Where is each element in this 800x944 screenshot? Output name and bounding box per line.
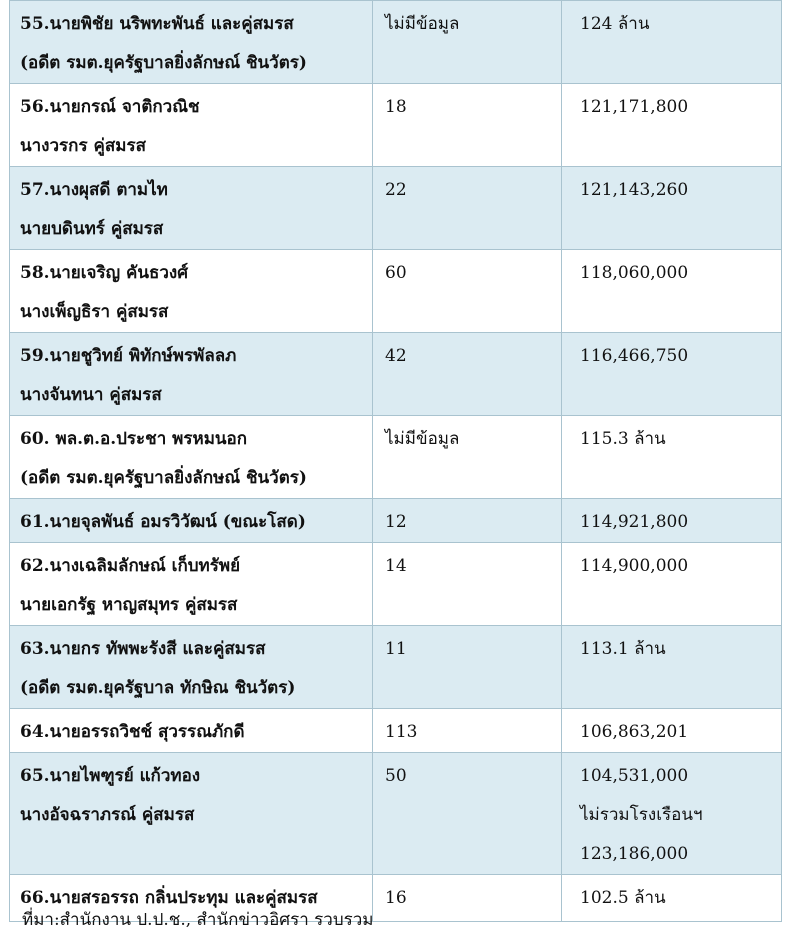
cell-value <box>562 84 782 167</box>
cell-count <box>373 1 562 84</box>
source-note: ที่มา:สำนักงาน ป.ป.ช., สำนักข่าวอิศรา รวบรวม <box>22 910 374 930</box>
cell-value-line: 115.3 ล้าน <box>580 429 666 449</box>
asset-table-body <box>10 1 782 922</box>
cell-count-line: 50 <box>385 766 407 786</box>
cell-value <box>562 1 782 84</box>
cell-value-line: ไม่รวมโรงเรือนฯ <box>580 805 703 825</box>
cell-count <box>373 416 562 499</box>
cell-name <box>10 84 373 167</box>
cell-value <box>562 250 782 333</box>
table-row <box>10 250 782 333</box>
table-row <box>10 499 782 543</box>
cell-name-line: 60. พล.ต.อ.ประชา พรหมนอก <box>20 429 248 449</box>
cell-name-line: (อดีต รมต.ยุครัฐบาล ทักษิณ ชินวัตร) <box>20 678 296 698</box>
cell-value-line: 121,143,260 <box>580 180 689 200</box>
cell-count-line: 42 <box>385 346 407 366</box>
cell-name <box>10 416 373 499</box>
cell-count <box>373 753 562 875</box>
table-row <box>10 167 782 250</box>
cell-value <box>562 709 782 753</box>
table-row <box>10 416 782 499</box>
cell-value-line: 104,531,000 <box>580 766 689 786</box>
cell-name-line: 56.นายกรณ์ จาติกวณิช <box>20 97 200 117</box>
cell-name-line: นายเอกรัฐ หาญสมุทร คู่สมรส <box>20 595 238 615</box>
cell-count <box>373 875 562 922</box>
cell-count-line: ไม่มีข้อมูล <box>385 14 460 34</box>
table-row <box>10 753 782 875</box>
cell-name-line: นายบดินทร์ คู่สมรส <box>20 219 164 239</box>
cell-value <box>562 499 782 543</box>
cell-name-line: 59.นายชูวิทย์ พิทักษ์พรพัลลภ <box>20 346 237 366</box>
cell-name-line: 64.นายอรรถวิชช์ สุวรรณภักดี <box>20 722 245 742</box>
cell-value-line: 124 ล้าน <box>580 14 650 34</box>
cell-value-line: 114,900,000 <box>580 556 689 576</box>
cell-name <box>10 1 373 84</box>
cell-value <box>562 753 782 875</box>
cell-name <box>10 626 373 709</box>
cell-name-line: นางอัจฉราภรณ์ คู่สมรส <box>20 805 195 825</box>
cell-value-line: 121,171,800 <box>580 97 689 117</box>
cell-value <box>562 416 782 499</box>
cell-count <box>373 709 562 753</box>
cell-value-line: 102.5 ล้าน <box>580 888 666 908</box>
cell-value <box>562 167 782 250</box>
cell-name-line: 66.นายสรอรรถ กลิ่นประทุม และคู่สมรส <box>20 888 318 908</box>
cell-name-line: 65.นายไพฑูรย์ แก้วทอง <box>20 766 201 786</box>
cell-name-line: นางเพ็ญธิรา คู่สมรส <box>20 302 169 322</box>
cell-name-line: นางจันทนา คู่สมรส <box>20 385 162 405</box>
cell-name-line: (อดีต รมต.ยุครัฐบาลยิ่งลักษณ์ ชินวัตร) <box>20 53 307 73</box>
table-row <box>10 1 782 84</box>
cell-name-line: 63.นายกร ทัพพะรังสี และคู่สมรส <box>20 639 266 659</box>
cell-value <box>562 626 782 709</box>
cell-count <box>373 250 562 333</box>
cell-count <box>373 543 562 626</box>
cell-name-line: นางวรกร คู่สมรส <box>20 136 146 156</box>
cell-count-line: ไม่มีข้อมูล <box>385 429 460 449</box>
cell-count-line: 12 <box>385 512 407 532</box>
cell-count <box>373 626 562 709</box>
asset-table-container <box>9 0 781 922</box>
cell-count <box>373 84 562 167</box>
table-row <box>10 709 782 753</box>
cell-name <box>10 167 373 250</box>
cell-count-line: 11 <box>385 639 407 659</box>
table-row <box>10 626 782 709</box>
cell-name <box>10 250 373 333</box>
cell-count-line: 18 <box>385 97 407 117</box>
cell-name-line: 57.นางผุสดี ตามไท <box>20 180 168 200</box>
cell-count-line: 16 <box>385 888 407 908</box>
table-row <box>10 84 782 167</box>
cell-value-line: 113.1 ล้าน <box>580 639 666 659</box>
cell-count <box>373 499 562 543</box>
cell-value-line: 118,060,000 <box>580 263 689 283</box>
cell-count-line: 14 <box>385 556 407 576</box>
cell-value <box>562 333 782 416</box>
cell-count <box>373 333 562 416</box>
cell-count-line: 113 <box>385 722 418 742</box>
table-row <box>10 543 782 626</box>
cell-name-line: (อดีต รมต.ยุครัฐบาลยิ่งลักษณ์ ชินวัตร) <box>20 468 307 488</box>
cell-name <box>10 499 373 543</box>
cell-name <box>10 333 373 416</box>
cell-name-line: 55.นายพิชัย นริพทะพันธ์ และคู่สมรส <box>20 14 294 34</box>
cell-count <box>373 167 562 250</box>
cell-count-line: 22 <box>385 180 407 200</box>
cell-count-line: 60 <box>385 263 407 283</box>
asset-table <box>9 0 782 922</box>
cell-name-line: 62.นางเฉลิมลักษณ์ เก็บทรัพย์ <box>20 556 241 576</box>
cell-value <box>562 543 782 626</box>
cell-name <box>10 543 373 626</box>
cell-value-line: 116,466,750 <box>580 346 689 366</box>
cell-name-line: 61.นายจุลพันธ์ อมรวิวัฒน์ (ขณะโสด) <box>20 512 306 532</box>
cell-value-line: 114,921,800 <box>580 512 689 532</box>
cell-name <box>10 709 373 753</box>
cell-value <box>562 875 782 922</box>
cell-value-line: 106,863,201 <box>580 722 689 742</box>
table-row <box>10 333 782 416</box>
cell-name-line: 58.นายเจริญ คันธวงศ์ <box>20 263 189 283</box>
cell-name <box>10 753 373 875</box>
cell-value-line: 123,186,000 <box>580 844 689 864</box>
